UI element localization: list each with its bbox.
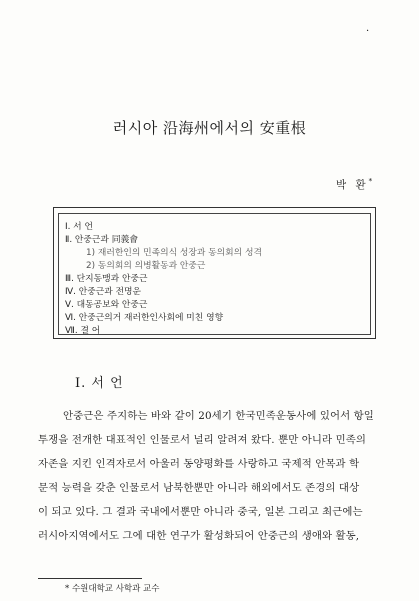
toc-item: Ⅶ. 결 어	[65, 326, 101, 336]
toc-inner-frame	[58, 213, 371, 335]
author-name-text: 박 환	[336, 179, 369, 191]
author-name	[336, 177, 372, 192]
toc-item: Ⅱ. 안중근과 同義會	[65, 235, 139, 245]
paragraph-line: 문적 능력을 갖춘 인물로서 남북한뿐만 아니라 해외에서도 존경의 대상	[38, 482, 360, 494]
toc-subitem: 2) 동의회의 의병활동과 안중근	[86, 261, 206, 271]
author-footnote-mark: *	[368, 177, 373, 186]
paragraph-line: 자존을 지킨 인격자로서 아울러 동양평화를 사랑하고 국제적 안목과 학	[38, 458, 360, 470]
toc-item: Ⅲ. 단지동맹과 안중근	[65, 274, 148, 284]
toc-item: Ⅰ. 서 언	[65, 222, 93, 232]
section-heading: Ⅰ. 서 언	[75, 376, 124, 391]
corner-mark: ·	[366, 26, 370, 37]
table-of-contents	[53, 207, 376, 339]
paragraph-line: 안중근은 주지하는 바와 같이 20세기 한국민족운동사에 있어서 항일	[63, 410, 374, 422]
paragraph-line: 러시아지역에서도 그에 대한 연구가 활성화되어 안중근의 생애와 활동,	[38, 530, 360, 542]
toc-item: Ⅴ. 대동공보와 안중근	[65, 300, 148, 310]
footnote-divider	[38, 578, 142, 579]
paragraph-line: 투쟁을 전개한 대표적인 인물로서 널리 알려져 왔다. 뿐만 아니라 민족의	[38, 434, 367, 446]
paragraph-line: 이 되고 있다. 그 결과 국내에서뿐만 아니라 중국, 일본 그리고 최근에는	[38, 506, 363, 518]
toc-subitem: 1) 재러한인의 민족의식 성장과 동의회의 성격	[86, 248, 262, 258]
footnote: * 수원대학교 사학과 교수	[65, 584, 160, 594]
toc-item: Ⅳ. 안중근과 전명운	[65, 287, 141, 297]
paper-title: 러시아 沿海州에서의 安重根	[112, 119, 307, 137]
toc-item: Ⅵ. 안중근의거 재러한인사회에 미친 영향	[65, 313, 224, 323]
